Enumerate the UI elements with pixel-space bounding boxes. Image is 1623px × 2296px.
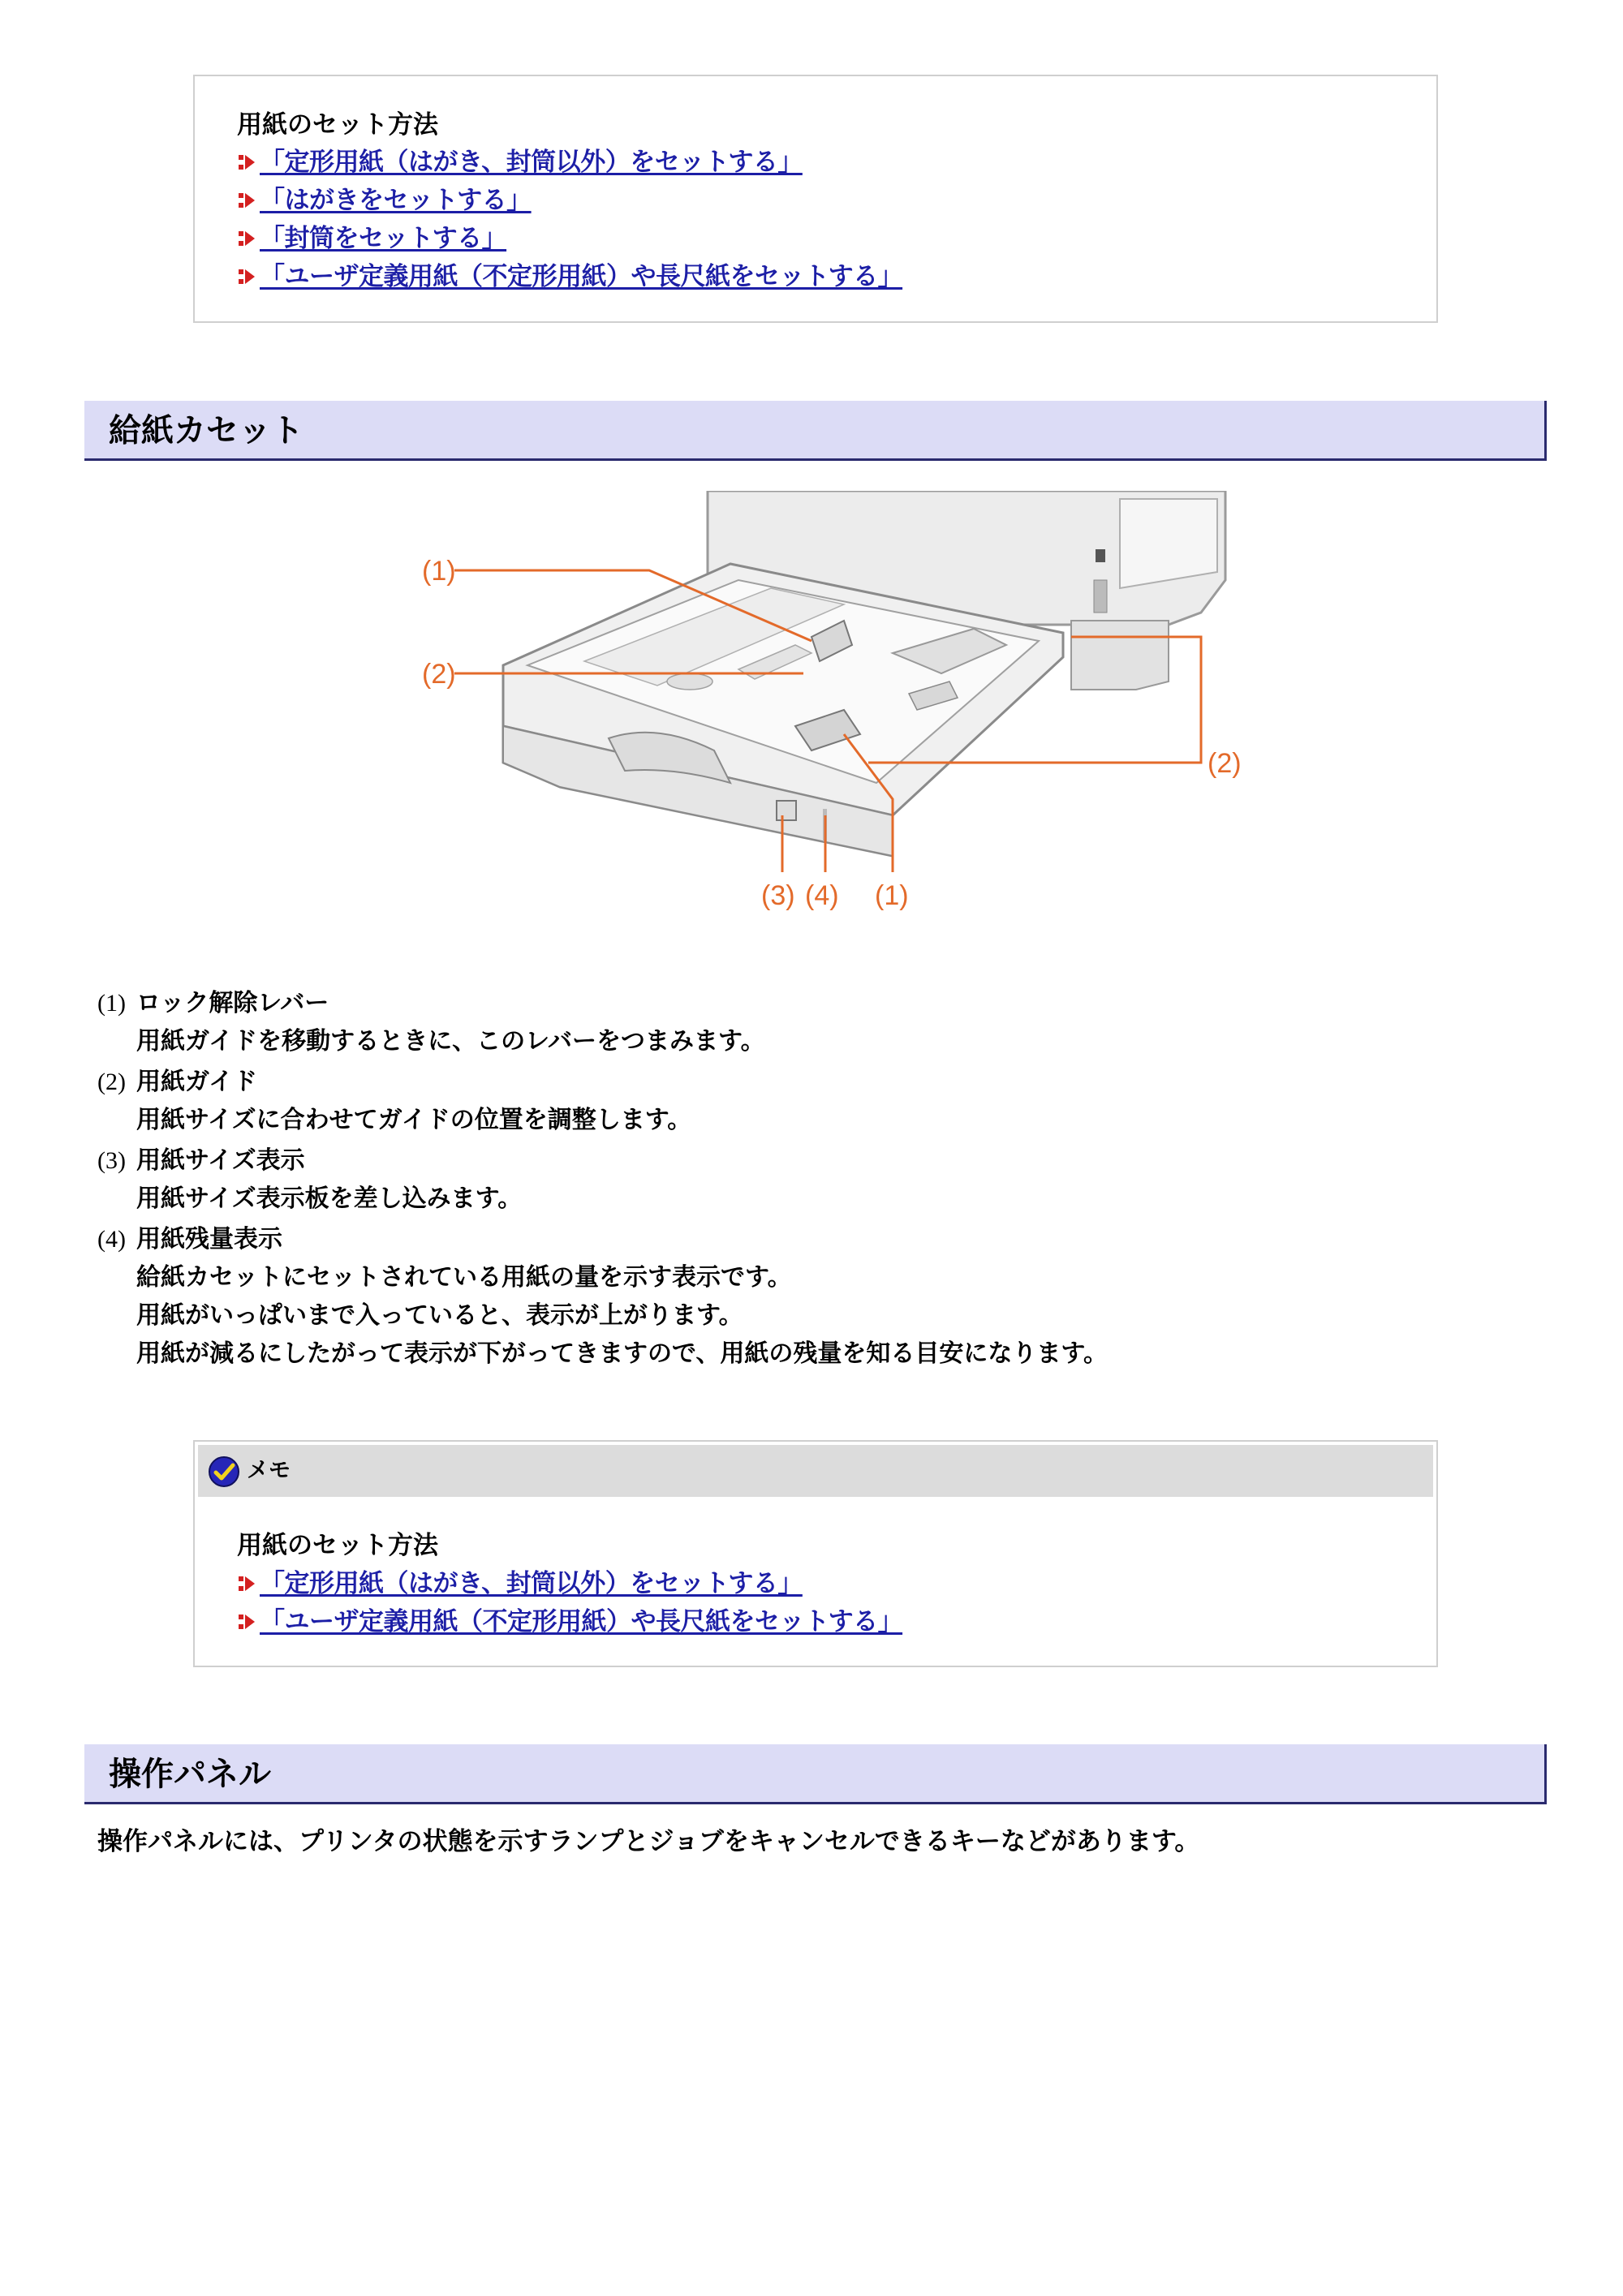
link-row[interactable] xyxy=(237,260,902,293)
item-number: (2) xyxy=(97,1068,126,1095)
box-heading: 用紙のセット方法 xyxy=(237,1531,438,1560)
item-number: (3) xyxy=(97,1147,126,1174)
link-postcard[interactable]: 「はがきをセットする」 xyxy=(260,186,532,215)
section-heading-operation-panel xyxy=(84,1744,1547,1804)
callout-label: (1) xyxy=(875,880,909,911)
callout-label: (2) xyxy=(1208,748,1242,779)
check-circle-icon xyxy=(208,1455,240,1488)
link-arrow-icon xyxy=(237,190,258,211)
link-row[interactable] xyxy=(237,146,803,178)
link-arrow-icon xyxy=(237,1611,258,1632)
item-term: ロック解除レバー xyxy=(136,989,329,1017)
item-term: 用紙残量表示 xyxy=(136,1225,282,1253)
link-row[interactable] xyxy=(237,1606,902,1638)
link-arrow-icon xyxy=(237,266,258,287)
link-arrow-icon xyxy=(237,152,258,173)
section-intro: 操作パネルには、プリンタの状態を示すランプとジョブをキャンセルできるキーなどがあります。 xyxy=(97,1827,1200,1856)
link-arrow-icon xyxy=(237,1573,258,1594)
set-method-box xyxy=(193,75,1438,323)
memo-box xyxy=(193,1440,1438,1667)
item-description: 用紙サイズに合わせてガイドの位置を調整します。 xyxy=(136,1106,692,1134)
callout-label: (2) xyxy=(422,659,456,690)
link-standard-paper[interactable]: 「定形用紙（はがき、封筒以外）をセットする」 xyxy=(260,1569,803,1598)
section-title: 給紙カセット xyxy=(109,412,304,449)
item-description: 用紙ガイドを移動するときに、このレバーをつまみます。 xyxy=(136,1027,765,1056)
item-description: 給紙カセットにセットされている用紙の量を示す表示です。 xyxy=(136,1263,792,1292)
link-custom-paper[interactable]: 「ユーザ定義用紙（不定形用紙）や長尺紙をセットする」 xyxy=(260,262,903,291)
section-heading-paper-cassette xyxy=(84,401,1547,461)
box-heading: 用紙のセット方法 xyxy=(237,110,438,140)
item-term: 用紙サイズ表示 xyxy=(136,1146,305,1175)
item-description: 用紙がいっぱいまで入っていると、表示が上がります。 xyxy=(136,1301,743,1330)
item-number: (4) xyxy=(97,1226,126,1253)
item-description: 用紙サイズ表示板を差し込みます。 xyxy=(136,1185,523,1213)
section-title: 操作パネル xyxy=(109,1756,271,1793)
item-description: 用紙が減るにしたがって表示が下がってきますので、用紙の残量を知る目安になります。 xyxy=(136,1339,1108,1368)
callout-label: (1) xyxy=(422,556,456,587)
link-custom-paper[interactable]: 「ユーザ定義用紙（不定形用紙）や長尺紙をセットする」 xyxy=(260,1607,903,1636)
callout-label: (3) xyxy=(761,880,795,911)
callout-label: (4) xyxy=(805,880,839,911)
item-number: (1) xyxy=(97,990,126,1017)
item-term: 用紙ガイド xyxy=(136,1068,258,1096)
link-row[interactable] xyxy=(237,1567,803,1600)
link-standard-paper[interactable]: 「定形用紙（はがき、封筒以外）をセットする」 xyxy=(260,148,803,177)
memo-header xyxy=(198,1445,1433,1497)
link-row[interactable] xyxy=(237,184,532,217)
paper-cassette-illustration xyxy=(390,491,1266,929)
link-envelope[interactable]: 「封筒をセットする」 xyxy=(260,224,507,253)
link-row[interactable] xyxy=(237,222,506,255)
memo-label: メモ xyxy=(247,1458,291,1483)
link-arrow-icon xyxy=(237,228,258,249)
